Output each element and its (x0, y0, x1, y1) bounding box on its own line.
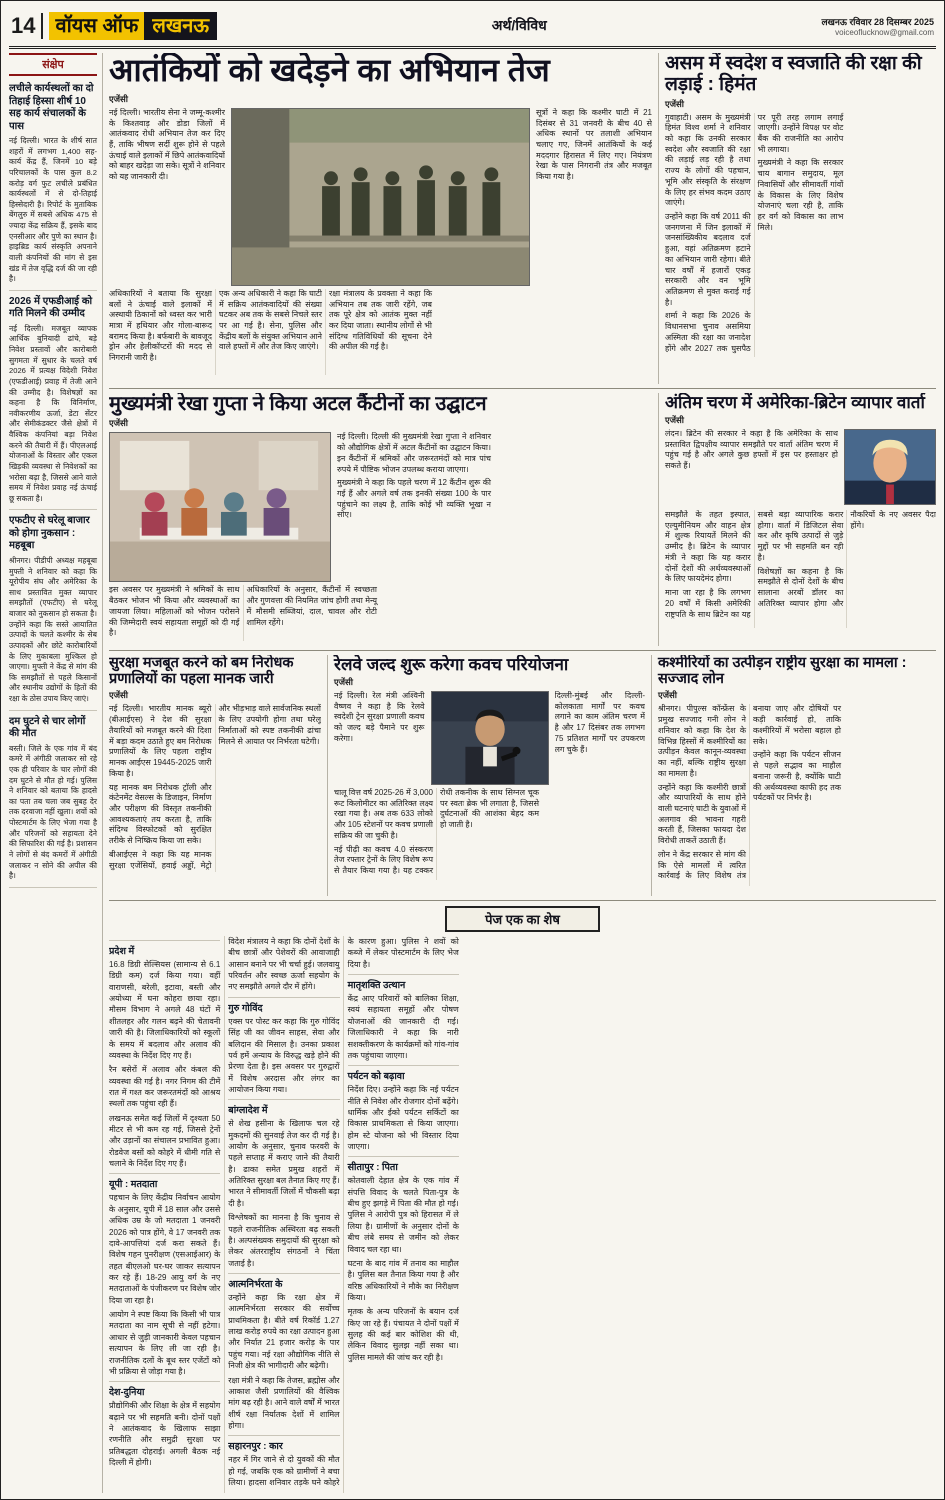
date-line: लखनऊ रविवार 28 दिसम्बर 2025 (821, 16, 934, 27)
paper-title-part2: लखनऊ (144, 12, 217, 40)
continuation-item: रक्षा मंत्री ने कहा कि तेजस, ब्रह्मोस और आकाश जैसी प्रणालियों की वैश्विक मांग बढ़ रही है। आने वाले वर्षों में भारत शीर्ष रक्षा निर्यातक देशों में शामिल होगा। (228, 1375, 340, 1430)
continuation-item: सहारनपुर : कार (228, 1435, 339, 1452)
continuation-item: निर्देश दिए। उन्होंने कहा कि नई पर्यटन नीति से निवेश और रोजगार दोनों बढ़ेंगे। धार्मिक और ईको पर्यटन सर्किटों का विकास प्राथमिकता से किया जाएगा। होम स्टे योजना को भी विस्तार दिया जाएगा। (347, 1085, 459, 1152)
sidebar-item-headline: एफटीए से घरेलू बाजार को होगा नुकसान : महबूबा (9, 515, 90, 552)
lead-top-block (109, 108, 652, 286)
paragraph: अधिकारियों ने बताया कि सुरक्षा बलों ने ऊंचाई वाले इलाकों में अस्थायी ठिकानों को ध्वस्त कर भारी मात्रा में हथियार और गोला-बारूद बरामद किया है। बर्फबारी के बावजूद ड्रोन और हेलीकॉप्टरों की मदद से निगरानी जारी है। (109, 288, 212, 363)
trade-top-block (665, 429, 936, 507)
article-atal-canteen (109, 393, 652, 646)
article-terror-operation (109, 53, 652, 384)
paragraph: मुख्यमंत्री ने कहा कि पहले चरण में 12 कैंटीन शुरू की गई हैं और अगले वर्ष तक इनकी संख्या 100 के पार पहुंचाने का लक्ष्य है, ताकि कोई भी व्यक्ति भूखा न सोए। (337, 478, 491, 520)
paragraph: लंदन। ब्रिटेन की सरकार ने कहा है कि अमेरिका के साथ प्रस्तावित द्विपक्षीय व्यापार समझौते पर वार्ता अंतिम चरण में पहुंच गई है और अगले कुछ हफ्तों में इस पर हस्ताक्षर हो सकते हैं। (665, 429, 838, 471)
headline: सुरक्षा मजबूत करने को बम निरोधक प्रणालियों का पहला मानक जारी (109, 655, 294, 688)
sidebar-news-item (9, 80, 97, 291)
continuation-item: नहर में गिर जाने से दो युवकों की मौत हो गई, जबकि एक को ग्रामीणों ने बचा लिया। हादसा शनिवार तड़के घने कोहरे के कारण हुआ। पुलिस ने शवों को कब्जे में लेकर पोस्टमार्टम के लिए भेज दिया है। (228, 937, 459, 1488)
lower-row (109, 655, 936, 901)
continuation-item: बांग्लादेश में (228, 1099, 339, 1116)
contact-email: voiceoflucknow@gmail.com (835, 27, 934, 37)
paragraph: श्रीनगर। पीपुल्स कॉन्फ्रेंस के प्रमुख सज्जाद गनी लोन ने शनिवार को कहा कि देश के विभिन्न हिस्सों में कश्मीरियों का उत्पीड़न केवल कानून-व्यवस्था का नहीं, बल्कि राष्ट्रीय सुरक्षा का मामला है। (658, 704, 746, 778)
top-row (109, 53, 936, 389)
article-body (665, 113, 936, 357)
article-body (665, 429, 838, 507)
continuation-item: देश-दुनिया (109, 1381, 220, 1398)
article-us-uk-trade (658, 393, 936, 646)
article-bomb-standard (109, 655, 321, 896)
canteen-top-block (109, 432, 652, 582)
continuation-item: पहचान के लिए केंद्रीय निर्वाचन आयोग के अनुसार, यूपी में 18 साल और उससे अधिक उम्र के जो मतदाता 1 जनवरी 2026 को पात्र होंगे, वे 17 जनवरी तक दावे-आपत्तियां दर्ज करा सकते हैं। विशेष गहन पुनरीक्षण (एसआईआर) के तहत बीएलओ घर-घर जाकर सत्यापन कर रहे हैं। 18-29 आयु वर्ग के नए मतदाताओं के पंजीकरण पर विशेष जोर दिया जा रहा है। (109, 1193, 221, 1305)
article-body (109, 704, 321, 872)
continuation-item: गुरु गोविंद (228, 997, 339, 1014)
paragraph: उन्होंने कहा कि कश्मीरी छात्रों और व्यापारियों के साथ होने वाली घटनाएं घाटी के युवाओं में अलगाव की भावना गहरी करती हैं, जिसका फायदा देश विरोधी ताकतें उठाती हैं। (658, 782, 746, 846)
article-body (536, 108, 652, 286)
continuation-item: उन्होंने कहा कि रक्षा क्षेत्र में आत्मनिर्भरता सरकार की सर्वोच्च प्राथमिकता है। बीते वर्ष रिकॉर्ड 1.27 लाख करोड़ रुपये का रक्षा उत्पादन हुआ और निर्यात 21 हजार करोड़ के पार पहुंच गया। नई रक्षा औद्योगिक नीति से निजी क्षेत्र की भागीदारी और बढ़ेगी। (228, 1292, 340, 1371)
paragraph: उन्होंने कहा कि वर्ष 2011 की जनगणना में जिन इलाकों में जनसांख्यिकीय बदलाव दर्ज हुआ, वहां अतिक्रमण हटाने का अभियान जारी रहेगा। बीते चार वर्षों में हजारों एकड़ सरकारी और वन भूमि अतिक्रमण से मुक्त कराई गई है। (665, 212, 751, 307)
paragraph: रक्षा मंत्रालय के प्रवक्ता ने कहा कि अभियान तब तक जारी रहेंगे, जब तक पूरे क्षेत्र को आतंक मुक्त नहीं कर दिया जाता। स्थानीय लोगों से भी संदिग्ध गतिविधियों की सूचना देने की अपील की गई है। (329, 288, 432, 352)
continuation-item: विदेश मंत्रालय ने कहा कि दोनों देशों के बीच छात्रों और पेशेवरों की आवाजाही आसान बनाने पर भी चर्चा हुई। जलवायु परिवर्तन और स्वच्छ ऊर्जा सहयोग के नए समझौते अगले दौर में होंगे। (228, 937, 340, 992)
paragraph: दिल्ली-मुंबई और दिल्ली-कोलकाता मार्गों पर कवच लगाने का काम अंतिम चरण में है और 17 दिसंबर तक लगभग 75 प्रतिशत मार्गों पर उपकरण लग चुके हैं। (554, 691, 645, 754)
paragraph: माना जा रहा है कि लगभग 20 वर्षों में किसी अमेरिकी राष्ट्रपति के साथ ब्रिटेन का यह सबसे बड़ा व्यापारिक करार होगा। वार्ता में डिजिटल सेवा कर और कृषि उत्पादों से जुड़े मुद्दों पर भी सहमति बन रही है। (665, 510, 844, 619)
masthead (9, 7, 936, 49)
continuation-item: प्रदेश में (109, 940, 220, 957)
paragraph: नई दिल्ली। भारतीय सेना ने जम्मू-कश्मीर के किश्तवाड़ और डोडा जिलों में आतंकवाद रोधी अभियान तेज कर दिए हैं, ताकि भीषण सर्दी शुरू होने से पहले ऊंचाई वाले इलाकों में छिपे आतंकवादियों को बाहर खदेड़ा जा सके। सूत्रों ने शनिवार को यह जानकारी दी। (109, 107, 225, 182)
paragraph: नई दिल्ली। दिल्ली की मुख्यमंत्री रेखा गुप्ता ने शनिवार को औद्योगिक क्षेत्रों में अटल कैंटीनों का उद्घाटन किया। इन कैंटीनों में श्रमिकों और जरूरतमंदों को मात्र पांच रुपये में पौष्टिक भोजन उपलब्ध कराया जाएगा। (337, 432, 491, 474)
headline: आतंकियों को खदेड़ने का अभियान तेज (109, 53, 550, 88)
masthead-right (821, 15, 934, 37)
byline: एजेंसी (658, 690, 677, 701)
article-kashmiris-sajjad-lone (651, 655, 936, 896)
sidebar-news-item (9, 713, 97, 888)
continuation-item: घटना के बाद गांव में तनाव का माहौल है। पुलिस बल तैनात किया गया है और वरिष्ठ अधिकारियों ने मौके का निरीक्षण किया। (347, 1258, 459, 1302)
paragraph: सूत्रों ने कहा कि कश्मीर घाटी में 21 दिसंबर से 31 जनवरी के बीच 40 से अधिक स्थानों पर तलाशी अभियान चलाए गए, जिनमें आतंकियों के कई मददगार हिरासत में लिए गए। नियंत्रण रेखा के पास निगरानी तंत्र और मजबूत किया गया है। (536, 107, 652, 182)
section-title: अर्थ/विविध (491, 17, 547, 33)
sidebar-news-item (9, 512, 97, 710)
paragraph: उन्होंने कहा कि पर्यटन सीजन से पहले सद्भाव का माहौल बनाना जरूरी है, क्योंकि घाटी की अर्थव्यवस्था काफी हद तक पर्यटकों पर निर्भर है। (753, 750, 841, 803)
rail-minister-photo (431, 691, 549, 785)
masthead-left (11, 12, 217, 40)
continuation-header: पेज एक का शेष (445, 906, 600, 932)
sidebar-news-item (9, 293, 97, 511)
sidebar-items (9, 80, 97, 888)
continuation-band (109, 936, 936, 1493)
article-body (658, 704, 936, 886)
paragraph: यह मानक बम निरोधक ट्रॉली और कंटेनमेंट वेसल्स के डिजाइन, निर्माण और परीक्षण की विस्तृत तकनीकी आवश्यकताएं तय करता है, ताकि संदिग्ध विस्फोटकों को सुरक्षित तरीके से निष्क्रिय किया जा सके। (109, 782, 212, 846)
paragraph: चालू वित्त वर्ष 2025-26 में 3,000 रूट किलोमीटर का अतिरिक्त लक्ष्य रखा गया है। अब तक 633 लोको और 105 स्टेशनों पर कवच प्रणाली सक्रिय की जा चुकी है। (334, 788, 433, 840)
byline: एजेंसी (109, 690, 128, 701)
continuation-item: प्रौद्योगिकी और शिक्षा के क्षेत्र में सहयोग बढ़ाने पर भी सहमति बनी। दोनों पक्षों ने आतंकवाद के खिलाफ साझा रणनीति और समुद्री सुरक्षा पर प्रतिबद्धता दोहराई। अगली बैठक नई दिल्ली में होगी। (109, 1401, 221, 1468)
paragraph: विशेषज्ञों का कहना है कि समझौते से दोनों देशों के बीच सालाना अरबों डॉलर का अतिरिक्त व्यापार होगा और नौकरियों के नए अवसर पैदा होंगे। (757, 510, 936, 608)
byline: एजेंसी (665, 415, 684, 426)
paper-title-part1: वॉयस ऑफ (49, 12, 144, 40)
page-number: 14 (11, 13, 43, 39)
sidebar-header: संक्षेप (9, 53, 97, 76)
continuation-item: से शेख हसीना के खिलाफ चल रहे मुकदमों की सुनवाई तेज कर दी गई है। आयोग के अनुसार, चुनाव फरवरी के पहले सप्ताह में कराए जाने की तैयारी है। ढाका समेत प्रमुख शहरों में अतिरिक्त सुरक्षा बल तैनात किए गए हैं। भारत ने सीमावर्ती जिलों में चौकसी बढ़ा दी है। (228, 1119, 340, 1208)
headline: असम में स्वदेश व स्वजाति की रक्षा की लड़ाई : हिमंत (665, 53, 922, 96)
sidebar-item-headline: दम घुटने से चार लोगों की मौत (9, 715, 86, 740)
trump-portrait-photo (844, 429, 936, 505)
paragraph: शर्मा ने कहा कि 2026 के विधानसभा चुनाव असमिया अस्मिता की रक्षा का जनादेश होंगे और 2027 तक घुसपैठ पर पूरी तरह लगाम लगाई जाएगी। उन्होंने विपक्ष पर वोट बैंक की राजनीति का आरोप भी लगाया। (665, 112, 844, 353)
headline: रेलवे जल्द शुरू करेगा कवच परियोजना (334, 655, 569, 674)
continuation-item: मृतक के अन्य परिजनों के बयान दर्ज किए जा रहे हैं। पंचायत ने दोनों पक्षों में सुलह की कई बार कोशिश की थी, लेकिन विवाद सुलझ नहीं सका था। पुलिस मामले की जांच कर रही है। (347, 1307, 459, 1362)
article-body (334, 788, 645, 880)
sidebar-item-headline: 2026 में एफडीआई को गति मिलने की उम्मीद (9, 295, 93, 320)
sidebar-item-headline: लचीले कार्यस्थलों का दो तिहाई हिस्सा शीर्ष 10 सह कार्य संचालकों के पास (9, 83, 94, 132)
soldiers-photo (231, 108, 530, 286)
article-body (109, 108, 225, 286)
article-body (109, 289, 652, 375)
article-body (334, 691, 425, 785)
sidebar-item-body: नई दिल्ली। मजबूत व्यापक आर्थिक बुनियादी ढांचे, बड़े निवेश प्रस्तावों और कारोबारी सुगमता में सुधार के चलते वर्ष 2026 में प्रत्यक्ष विदेशी निवेश (एफडीआई) प्रवाह में तेजी आने की उम्मीद है। विशेषज्ञों का कहना है कि विनिर्माण, नवीकरणीय ऊर्जा, डेटा सेंटर और सेमीकंडक्टर जैसे क्षेत्रों में वैश्विक कंपनियां बड़ा निवेश करने की तैयारी में हैं। पीएलआई योजनाओं के विस्तार और एकल खिड़की व्यवस्था से निवेशकों का भरोसा बढ़ा है, जिससे आने वाले समय में निवेश प्रवाह नई ऊंचाई छू सकता है। (9, 323, 97, 503)
main-area (109, 53, 936, 1493)
paragraph: इस अवसर पर मुख्यमंत्री ने श्रमिकों के साथ बैठकर भोजन भी किया और व्यवस्थाओं का जायजा लिया। महिलाओं को भोजन परोसने की जिम्मेदारी स्वयं सहायता समूहों को दी गई है। (109, 585, 240, 638)
byline: एजेंसी (334, 677, 353, 688)
page-content (9, 49, 936, 1493)
continuation-divider (109, 906, 936, 932)
continuation-item: आयोग ने स्पष्ट किया कि किसी भी पात्र मतदाता का नाम सूची से नहीं हटेगा। आधार से जुड़ी जानकारी केवल पहचान सत्यापन के लिए ली जा रही है। राजनीतिक दलों के बूथ स्तर एजेंटों को भी प्रक्रिया से जोड़ा गया है। (109, 1310, 221, 1376)
continuation-item: विश्लेषकों का मानना है कि चुनाव से पहले राजनीतिक अस्थिरता बढ़ सकती है। अल्पसंख्यक समुदायों की सुरक्षा को लेकर अंतरराष्ट्रीय संगठनों ने चिंता जताई है। (228, 1213, 340, 1268)
paragraph: बीआईएस ने कहा कि यह मानक सुरक्षा एजेंसियों, हवाई अड्डों, मेट्रो और भीड़भाड़ वाले सार्वजनिक स्थलों के लिए उपयोगी होगा तथा घरेलू निर्माताओं को स्पष्ट तकनीकी ढांचा मिलने से आयात पर निर्भरता घटेगी। (109, 704, 321, 870)
headline: कश्मीरियों का उत्पीड़न राष्ट्रीय सुरक्षा का मामला : सज्जाद लोन (658, 655, 907, 688)
article-kavach-railway (327, 655, 645, 896)
canteen-photo (109, 432, 331, 582)
continuation-item: एक्स पर पोस्ट कर कहा कि गुरु गोविंद सिंह जी का जीवन साहस, सेवा और बलिदान की मिसाल है। उनका प्रकाश पर्व हमें अन्याय के विरुद्ध खड़े होने की प्रेरणा देता है। इस अवसर पर गुरुद्वारों में विशेष अरदास और लंगर का आयोजन किया गया। (228, 1016, 340, 1094)
continuation-item: कोतवाली देहात क्षेत्र के एक गांव में संपत्ति विवाद के चलते पिता-पुत्र के बीच हुए झगड़े में पिता की मौत हो गई। पुलिस ने आरोपी पुत्र को हिरासत में ले लिया है। ग्रामीणों के अनुसार दोनों के बीच लंबे समय से जमीन को लेकर विवाद चल रहा था। (347, 1176, 459, 1254)
paragraph: समझौते के तहत इस्पात, एल्युमीनियम और वाहन क्षेत्र में शुल्क रियायतें मिलने की उम्मीद है। ब्रिटेन के व्यापार मंत्री ने कहा कि यह करार दोनों देशों की अर्थव्यवस्थाओं के लिए फायदेमंद होगा। (665, 510, 751, 584)
sidebar-item-body: बस्ती। जिले के एक गांव में बंद कमरे में अंगीठी जलाकर सो रहे एक ही परिवार के चार लोगों की दम घुटने से मौत हो गई। पुलिस ने शनिवार को बताया कि हादसे का पता तब चला जब सुबह देर तक दरवाजा नहीं खुला। शवों को पोस्टमार्टम के लिए भेजा गया है और परिजनों को सहायता देने की सिफारिश की गई है। प्रशासन ने लोगों से बंद कमरों में अंगीठी जलाकर न सोने की अपील की है। (9, 743, 97, 881)
article-assam-himanta (658, 53, 936, 384)
paper-title (49, 12, 217, 40)
paragraph: गुवाहाटी। असम के मुख्यमंत्री हिमंत विश्व शर्मा ने शनिवार को कहा कि उनकी सरकार स्वदेश और स्वजाति की रक्षा की लड़ाई लड़ रही है तथा राज्य के लोगों की पहचान, भूमि और संस्कृति के संरक्षण के लिए हर संभव कदम उठाए जाएंगे। (665, 112, 751, 208)
paragraph: लोन ने केंद्र सरकार से मांग की कि ऐसे मामलों में त्वरित कार्रवाई के लिए विशेष तंत्र बनाया जाए और दोषियों पर कड़ी कार्रवाई हो, ताकि कश्मीरियों में भरोसा बहाल हो सके। (658, 704, 841, 881)
kavach-mid-block (334, 691, 645, 785)
continuation-item: लखनऊ समेत कई जिलों में दृश्यता 50 मीटर से भी कम रह गई, जिससे ट्रेनों और उड़ानों का संचालन प्रभावित हुआ। रोडवेज बसों को कोहरे में धीमी गति से चलाने के निर्देश दिए गए हैं। (109, 1113, 221, 1169)
paragraph: नई पीढ़ी का कवच 4.0 संस्करण तेज रफ्तार ट्रेनों के लिए विशेष रूप से तैयार किया गया है। यह टक्कर रोधी तकनीक के साथ सिग्नल चूक पर स्वतः ब्रेक भी लगाता है, जिससे दुर्घटनाओं की आशंका बेहद कम हो जाती है। (334, 788, 539, 876)
headline: अंतिम चरण में अमेरिका-ब्रिटेन व्यापार वार्ता (665, 393, 925, 412)
middle-row (109, 393, 936, 651)
continuation-item: 16.8 डिग्री सेल्सियस (सामान्य से 6.1 डिग्री कम) दर्ज किया गया। वहीं वाराणसी, बरेली, इटावा, बस्ती और अयोध्या में घना कोहरा छाया रहा। मौसम विभाग ने अगले 48 घंटों में शीतलहर और गलन बढ़ने की चेतावनी जारी की है। जिलाधिकारियों को स्कूलों के समय में बदलाव और अलाव की व्यवस्था के निर्देश दिए गए हैं। (109, 960, 221, 1060)
byline: एजेंसी (665, 98, 684, 109)
continuation-item: केंद्र आए परिवारों को बालिका शिक्षा, स्वयं सहायता समूहों और पोषण योजनाओं की जानकारी दी गई। जिलाधिकारी ने कहा कि नारी सशक्तीकरण के कार्यक्रमों को गांव-गांव तक पहुंचाया जाएगा। (347, 994, 459, 1060)
article-body (337, 432, 652, 582)
briefs-sidebar (9, 53, 103, 1493)
article-body (555, 691, 646, 785)
continuation-item: मातृशक्ति उत्थान (348, 974, 459, 991)
sidebar-item-body: नई दिल्ली। भारत के शीर्ष सात शहरों में लगभग 1,400 सह-कार्य केंद्र हैं, जिनमें 10 बड़े परिचालकों के पास कुल 8.2 करोड़ वर्ग फुट लचीले प्रबंधित कार्यस्थलों में से दो-तिहाई हिस्सेदारी है। रिपोर्ट के मुताबिक बेंगलुरु में सबसे अधिक 475 से ज्यादा केंद्र सक्रिय हैं, इसके बाद एनसीआर और पुणे का स्थान है। हाइब्रिड कार्य संस्कृति अपनाने वाली कंपनियों की मांग से इस खंड में तेज वृद्धि दर्ज की जा रही है। (9, 136, 97, 284)
continuation-item: रैन बसेरों में अलाव और कंबल की व्यवस्था की गई है। नगर निगम की टीमें रात में गश्त कर जरूरतमंदों को आश्रय स्थलों तक पहुंचा रही हैं। (109, 1065, 221, 1109)
continuation-item: पर्यटन को बढ़ावा (348, 1065, 459, 1082)
article-body (109, 585, 652, 641)
byline: एजेंसी (109, 93, 128, 104)
paragraph: मुख्यमंत्री ने कहा कि सरकार चाय बागान समुदाय, मूल निवासियों और सीमावर्ती गांवों के विकास के लिए विशेष योजनाएं चला रही है, ताकि हर वर्ग को विकास का लाभ मिले। (757, 158, 844, 232)
sidebar-item-body: श्रीनगर। पीडीपी अध्यक्ष महबूबा मुफ्ती ने शनिवार को कहा कि यूरोपीय संघ और अमेरिका के साथ प्रस्तावित मुक्त व्यापार समझौतों (एफटीए) से घरेलू बाजार को नुकसान हो सकता है। उन्होंने कहा कि सस्ते आयातित उत्पादों के चलते कश्मीर के सेब उत्पादकों और छोटे कारोबारियों के लिए मुकाबला मुश्किल हो जाएगा। मुफ्ती ने केंद्र से मांग की कि समझौतों से पहले किसानों और स्थानीय उद्योगों के हितों की रक्षा के ठोस उपाय किए जाएं। (9, 555, 97, 703)
byline: एजेंसी (109, 418, 128, 429)
continuation-item: आत्मनिर्भरता के (228, 1273, 339, 1290)
continuation-columns (109, 936, 936, 1493)
headline: मुख्यमंत्री रेखा गुप्ता ने किया अटल कैंटीनों का उद्घाटन (109, 393, 487, 415)
paragraph: अधिकारियों के अनुसार, कैंटीनों में स्वच्छता और गुणवत्ता की नियमित जांच होगी तथा मेन्यू में मौसमी सब्जियां, दाल, चावल और रोटी शामिल रहेंगे। (246, 585, 377, 627)
continuation-item: यूपी : मतदाता (109, 1173, 220, 1190)
paragraph: नई दिल्ली। भारतीय मानक ब्यूरो (बीआईएस) ने देश की सुरक्षा तैयारियों को मजबूत करने की दिशा में बड़ा कदम उठाते हुए बम निरोधक प्रणालियों के लिए पहला राष्ट्रीय मानक आईएस 19445-2025 जारी किया है। (109, 704, 212, 778)
continuation-item: सीतापुर : पिता (348, 1156, 459, 1173)
paragraph: नई दिल्ली। रेल मंत्री अश्विनी वैष्णव ने कहा है कि रेलवे स्वदेशी ट्रेन सुरक्षा प्रणाली कवच को जल्द बड़े पैमाने पर शुरू करेगा। (334, 691, 425, 743)
paragraph: एक अन्य अधिकारी ने कहा कि घाटी में सक्रिय आतंकवादियों की संख्या घटकर अब तक के सबसे निचले स्तर पर आ गई है। सेना, पुलिस और केंद्रीय बलों के संयुक्त अभियान आने वाले हफ्तों में और तेज किए जाएंगे। (219, 288, 322, 352)
article-body (665, 510, 936, 628)
